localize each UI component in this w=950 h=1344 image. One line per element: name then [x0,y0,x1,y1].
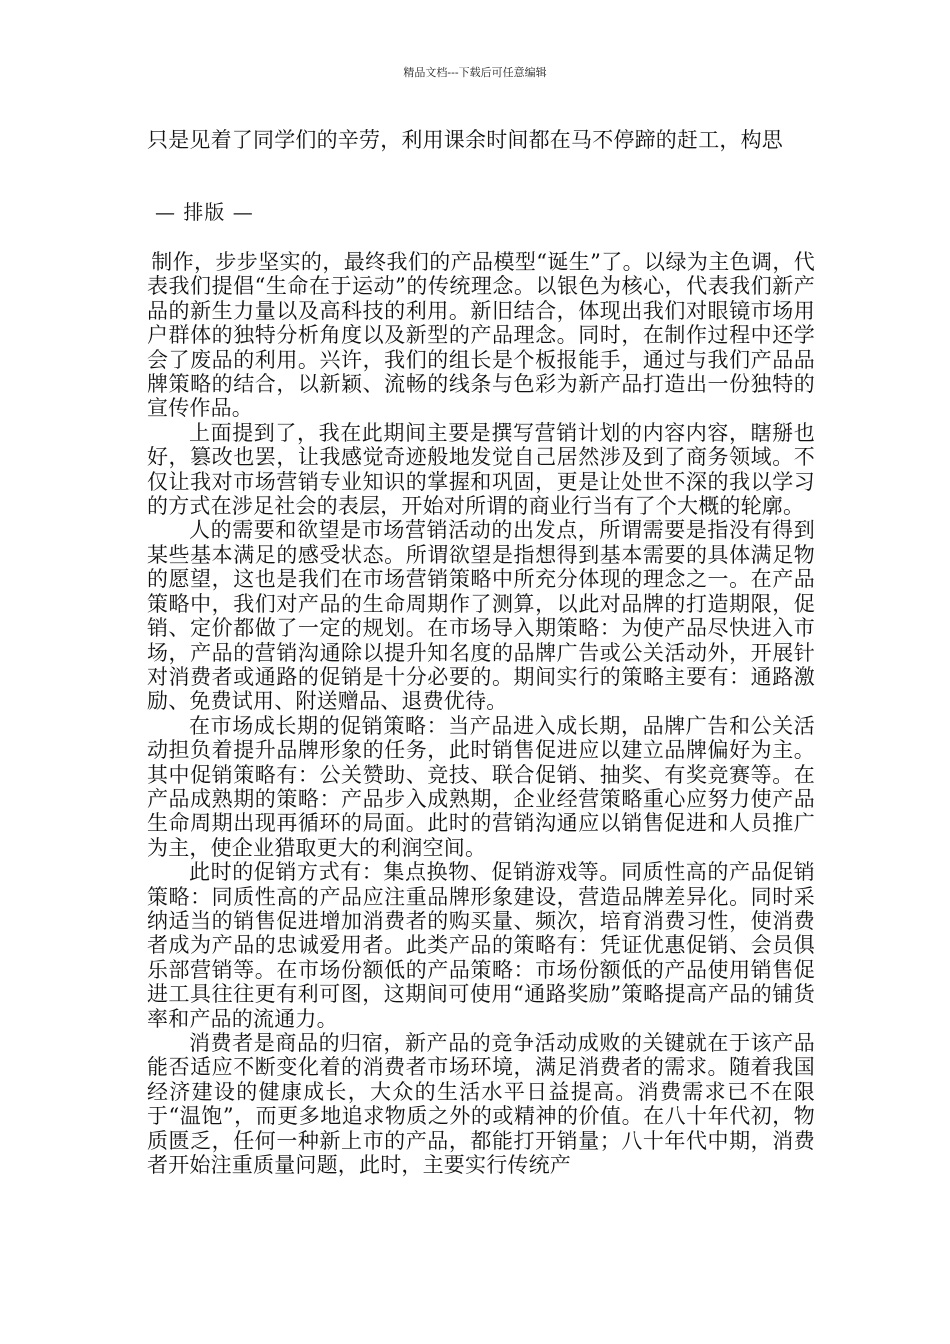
paragraph: 消费者是商品的归宿，新产品的竞争活动成败的关键就在于该产品能否适应不断变化着的消费者市场环境，满足消费者的需求。随着我国经济建设的健康成长，大众的生活水平日益提高。消费需求已不在限于“温饱”，而更多地追求物质之外的或精神的价值。在八十年代初，物质匮乏，任何一种新上市的产品，都能打开销量；八十年代中期，消费者开始注重质量问题，此时，主要实行传统产 [147,1031,815,1178]
paragraph: 人的需要和欲望是市场营销活动的出发点，所谓需要是指没有得到某些基本满足的感受状态。所谓欲望是指想得到基本需要的具体满足物的愿望，这也是我们在市场营销策略中所充分体现的理念之一。在产品策略中，我们对产品的生命周期作了测算，以此对品牌的打造期限，促销、定价都做了一定的规划。在市场导入期策略：为使产品尽快进入市场，产品的营销沟通除以提升知名度的品牌广告或公关活动外，开展针对消费者或通路的促销是十分必要的。期间实行的策略主要有：通路激励、免费试用、附送赠品、退费优待。 [147,518,815,714]
paragraph: 在市场成长期的促销策略：当产品进入成长期，品牌广告和公关活动担负着提升品牌形象的任务，此时销售促进应以建立品牌偏好为主。其中促销策略有：公关赞助、竞技、联合促销、抽奖、有奖竞赛等。在产品成熟期的策略：产品步入成熟期，企业经营策略重心应努力使产品生命周期出现再循环的局面。此时的营销沟通应以销售促进和人员推广为主，使企业猎取更大的利润空间。 [147,713,815,860]
intro-text: 只是见着了同学们的辛劳，利用课余时间都在马不停蹄的赶工，构思 [147,128,783,152]
section-divider: — 排版 — [155,200,254,224]
page-header: 精品文档---下载后可任意编辑 [403,66,547,79]
paragraph: 上面提到了，我在此期间主要是撰写营销计划的内容内容，瞎掰也好，篡改也罢，让我感觉奇迹般地发觉自己居然涉及到了商务领域。不仅让我对市场营销专业知识的掌握和巩固，更是让处世不深的我以学习的方式在涉足社会的表层，开始对所谓的商业行当有了个大概的轮廓。 [147,420,815,519]
paragraph: 此时的促销方式有：集点换物、促销游戏等。同质性高的产品促销策略：同质性高的产品应注重品牌形象建设，营造品牌差异化。同时采纳适当的销售促进增加消费者的购买量、频次，培育消费习性，使消费者成为产品的忠诚爱用者。此类产品的策略有：凭证优惠促销、会员俱乐部营销等。在市场份额低的产品策略：市场份额低的产品使用销售促进工具往往更有利可图，这期间可使用“通路奖励”策略提高产品的铺货率和产品的流通力。 [147,860,815,1031]
main-body [147,250,815,1177]
paragraph: 制作，步步坚实的，最终我们的产品模型“诞生”了。以绿为主色调，代表我们提倡“生命在于运动”的传统理念。以银色为核心，代表我们新产品的新生力量以及高科技的利用。新旧结合，体现出我们对眼镜市场用户群体的独特分析角度以及新型的产品理念。同时，在制作过程中还学会了废品的利用。兴许，我们的组长是个板报能手，通过与我们产品品牌策略的结合，以新颖、流畅的线条与色彩为新产品打造出一份独特的宣传作品。 [147,250,815,421]
